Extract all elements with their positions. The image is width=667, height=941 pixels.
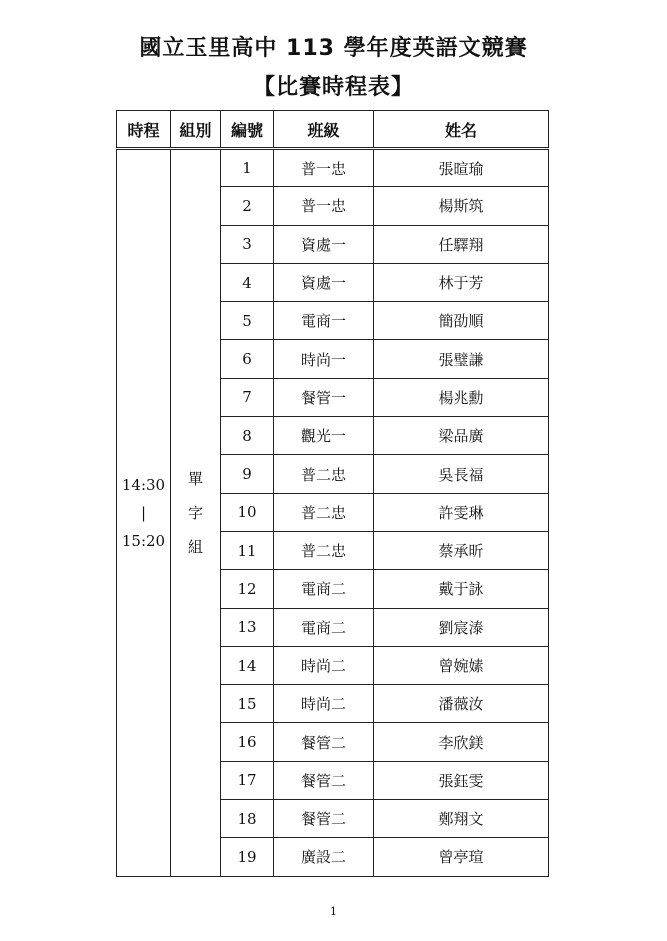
header-number: 編號 — [221, 111, 274, 149]
header-row — [117, 111, 549, 149]
row-name: 張璧謙 — [374, 340, 549, 378]
row-name: 簡劭順 — [374, 302, 549, 340]
row-class: 時尚一 — [274, 340, 374, 378]
time-slot-cell — [117, 149, 171, 877]
row-number: 2 — [221, 187, 274, 225]
row-class: 電商一 — [274, 302, 374, 340]
header-time: 時程 — [117, 111, 171, 149]
row-number: 3 — [221, 225, 274, 263]
row-class: 普一忠 — [274, 187, 374, 225]
row-class: 廣設二 — [274, 838, 374, 876]
row-name: 林于芳 — [374, 263, 549, 301]
group-char: 單 — [187, 469, 203, 488]
row-name: 潘薇汝 — [374, 685, 549, 723]
row-class: 餐管二 — [274, 723, 374, 761]
row-class: 資處一 — [274, 225, 374, 263]
time-separator: | — [140, 503, 147, 522]
row-name: 任驛翔 — [374, 225, 549, 263]
header-name: 姓名 — [374, 111, 549, 149]
row-number: 16 — [221, 723, 274, 761]
row-name: 蔡承昕 — [374, 531, 549, 569]
row-class: 電商二 — [274, 608, 374, 646]
row-number: 19 — [221, 838, 274, 876]
document-title: 國立玉里高中 113 學年度英語文競賽 — [139, 36, 528, 61]
row-number: 6 — [221, 340, 274, 378]
row-name: 戴于詠 — [374, 570, 549, 608]
row-name: 梁品廣 — [374, 417, 549, 455]
row-number: 12 — [221, 570, 274, 608]
row-class: 普二忠 — [274, 531, 374, 569]
row-number: 13 — [221, 608, 274, 646]
row-name: 許雯琳 — [374, 493, 549, 531]
row-number: 5 — [221, 302, 274, 340]
row-number: 7 — [221, 378, 274, 416]
page-number: 1 — [330, 905, 337, 918]
row-class: 普二忠 — [274, 493, 374, 531]
row-class: 餐管二 — [274, 761, 374, 799]
row-class: 資處一 — [274, 263, 374, 301]
row-class: 時尚二 — [274, 685, 374, 723]
row-name: 曾婉嫊 — [374, 646, 549, 684]
document-subtitle: 【比賽時程表】 — [252, 75, 414, 100]
row-name: 李欣鎂 — [374, 723, 549, 761]
header-group: 組別 — [171, 111, 221, 149]
row-name: 曾亭瑄 — [374, 838, 549, 876]
row-class: 普二忠 — [274, 455, 374, 493]
group-cell — [171, 149, 221, 877]
row-number: 18 — [221, 800, 274, 838]
row-name: 張暄瑜 — [374, 149, 549, 187]
row-class: 觀光一 — [274, 417, 374, 455]
row-number: 9 — [221, 455, 274, 493]
row-class: 餐管一 — [274, 378, 374, 416]
header-class: 班級 — [274, 111, 374, 149]
row-number: 8 — [221, 417, 274, 455]
row-number: 4 — [221, 263, 274, 301]
row-name: 楊斯筑 — [374, 187, 549, 225]
table-row — [117, 149, 549, 187]
row-class: 時尚二 — [274, 646, 374, 684]
row-number: 1 — [221, 149, 274, 187]
row-class: 電商二 — [274, 570, 374, 608]
row-name: 劉宸溙 — [374, 608, 549, 646]
row-number: 11 — [221, 531, 274, 569]
group-char: 組 — [187, 537, 203, 556]
row-name: 鄭翔文 — [374, 800, 549, 838]
row-class: 餐管二 — [274, 800, 374, 838]
row-name: 楊兆勳 — [374, 378, 549, 416]
row-name: 張鈺雯 — [374, 761, 549, 799]
row-class: 普一忠 — [274, 149, 374, 187]
row-number: 10 — [221, 493, 274, 531]
time-start: 14:30 — [121, 475, 166, 494]
schedule-table — [116, 110, 549, 877]
row-name: 吳長福 — [374, 455, 549, 493]
row-number: 15 — [221, 685, 274, 723]
row-number: 14 — [221, 646, 274, 684]
group-char: 字 — [187, 503, 203, 522]
time-end: 15:20 — [121, 531, 166, 550]
row-number: 17 — [221, 761, 274, 799]
